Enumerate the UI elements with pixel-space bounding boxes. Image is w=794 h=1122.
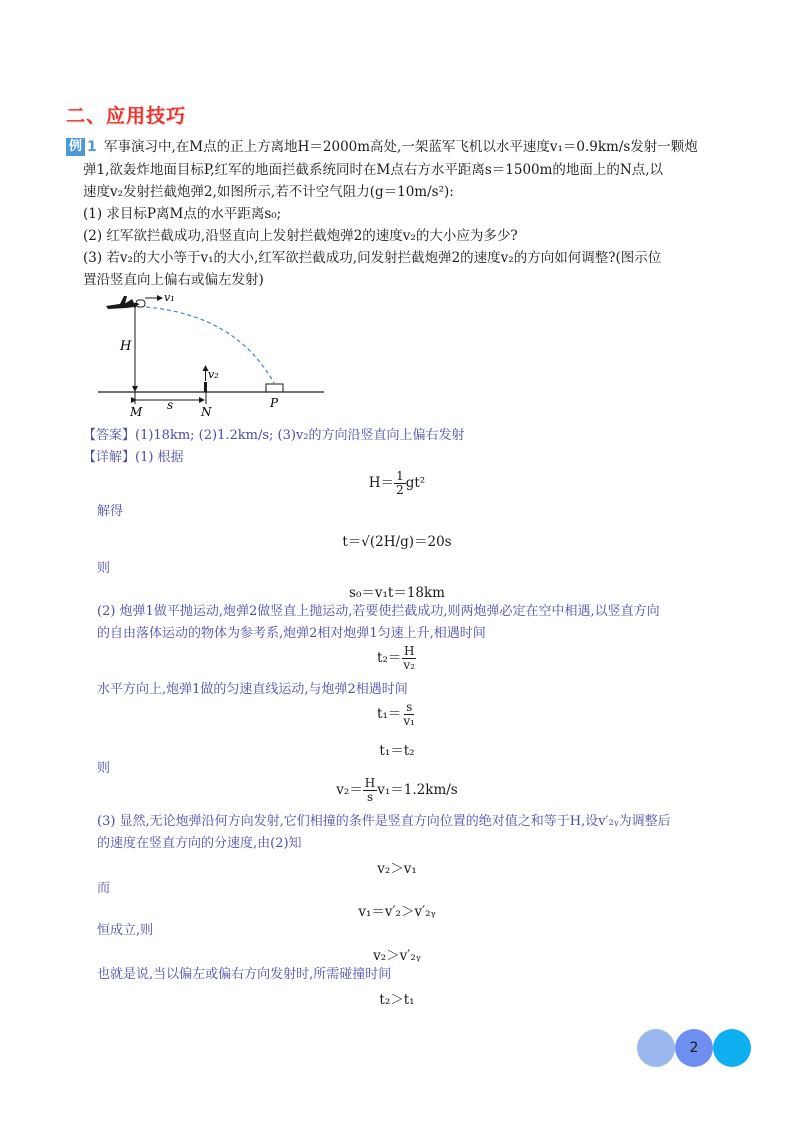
page-decor-circle-right [713, 1029, 751, 1067]
always-text: 恒成立,则 [97, 923, 154, 938]
part2-line-3: 水平方向上,炮弹1做的匀速直线运动,与炮弹2相遇时间 [97, 682, 408, 697]
equation-4: t₂＝ $\frac{H}{\text{v₂}}$ [377, 644, 415, 672]
label-m: M [130, 405, 143, 419]
example-label: 例 [66, 138, 85, 156]
equation-7: v₂＝ $\frac{H}{s}$ v₁＝1.2km/s [336, 776, 458, 804]
label-p: P [270, 396, 279, 410]
part3-line-1: (3) 显然,无论炮弹沿何方向发射,它们相撞的条件是竖直方向位置的绝对值之和等于H,设v′₂ᵧ为调整后 [97, 814, 671, 829]
equation-11: t₂＞t₁ [379, 992, 415, 1008]
page-number: 2 [675, 1029, 713, 1067]
label-n: N [201, 405, 212, 419]
page-decor-circle-left [637, 1029, 675, 1067]
equation-8: v₂＞v₁ [377, 861, 417, 877]
question-line-3: 速度v₂发射拦截炮弹2,如图所示,若不计空气阻力(g＝10m/s²): [83, 184, 454, 200]
answer-line: 【答案】(1)18km; (2)1.2km/s; (3)v₂的方向沿竖直向上偏右发射 [83, 428, 465, 443]
equation-2: t＝√(2H/g)＝20s [342, 534, 452, 550]
launcher-icon [204, 382, 207, 392]
question-part-3b: 置沿竖直向上偏右或偏左发射) [83, 272, 264, 288]
equation-10: v₂＞v′₂ᵧ [373, 948, 421, 964]
equation-9: v₁＝v′₂＞v′₂ᵧ [358, 904, 436, 920]
label-v1: v₁ [164, 291, 175, 304]
solve-text: 解得 [97, 504, 124, 519]
equation-1: H＝ $\frac{1}{2}$ gt² [368, 469, 426, 497]
then-text-2: 则 [97, 761, 111, 776]
airplane-icon [106, 296, 140, 309]
question-part-3a: (3) 若v₂的大小等于v₁的大小,红军欲拦截成功,问发射拦截炮弹2的速度v₂的方向如何调整?(图示位 [83, 250, 662, 266]
then-text-1: 则 [97, 561, 111, 576]
question-part-2: (2) 红军欲拦截成功,沿竖直向上发射拦截炮弹2的速度v₂的大小应为多少? [83, 228, 518, 244]
bomb-1-icon [136, 300, 145, 307]
equation-3: s₀＝v₁t＝18km [349, 585, 445, 601]
detail-intro: 【详解】(1) 根据 [83, 450, 184, 465]
question-line-2: 弹1,欲轰炸地面目标P,红军的地面拦截系统同时在M点右方水平距离s＝1500m的地面上的N点,以 [83, 162, 664, 178]
example-badge [66, 138, 100, 156]
part2-line-2: 的自由落体运动的物体为参考系,炮弹2相对炮弹1匀速上升,相遇时间 [97, 626, 486, 641]
label-s: s [167, 398, 174, 412]
trajectory-figure [96, 290, 326, 420]
question-part-1: (1) 求目标P离M点的水平距离s₀; [83, 206, 282, 222]
part3-line-2: 的速度在竖直方向的分速度,由(2)知 [97, 836, 302, 851]
equation-5: t₁＝ $\frac{s}{\text{v₁}}$ [377, 700, 415, 728]
and-text: 而 [97, 881, 111, 896]
equation-6: t₁＝t₂ [379, 743, 415, 759]
part2-line-1: (2) 炮弹1做平抛运动,炮弹2做竖直上抛运动,若要使拦截成功,则两炮弹必定在空中相遇,以竖直方向 [97, 604, 660, 619]
label-v2: v₂ [208, 368, 219, 381]
example-number: 1 [87, 139, 97, 155]
target-p-icon [266, 384, 283, 392]
section-title: 二、应用技巧 [66, 105, 187, 127]
label-h: H [120, 339, 132, 354]
part3-line-3: 也就是说,当以偏左或偏右方向发射时,所需碰撞时间 [97, 967, 392, 982]
question-line-1: 军事演习中,在M点的正上方离地H＝2000m高处,一架蓝军飞机以水平速度v₁＝0.9km/s发射一颗炮 [104, 139, 698, 155]
